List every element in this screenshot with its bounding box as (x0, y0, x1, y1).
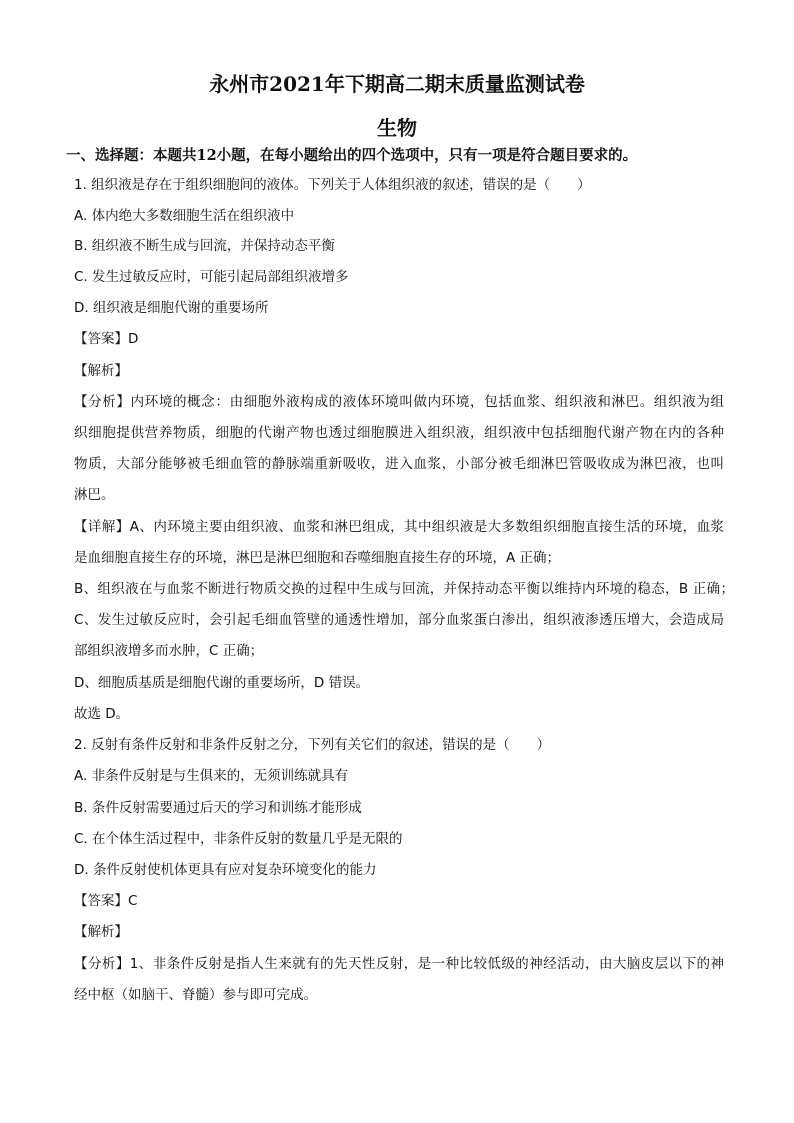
exam-title: 永州市2021年下期高二期末质量监测试卷 (209, 72, 585, 96)
question-2-fenxi-line: 经中枢（如脑干、脊髓）参与即可完成。 (74, 987, 317, 1003)
question-1-option-d: D. 组织液是细胞代谢的重要场所 (74, 300, 269, 316)
question-1-detail-line: B、组织液在与血浆不断进行物质交换的过程中生成与回流，并保持动态平衡以维持内环境的稳态，B 正确； (74, 581, 734, 597)
question-1-option-b: B. 组织液不断生成与回流，并保持动态平衡 (74, 238, 335, 254)
question-1-option-c: C. 发生过敏反应时，可能引起局部组织液增多 (74, 269, 349, 285)
question-1-detail-line: 部组织液增多而水肿，C 正确； (74, 643, 264, 659)
question-1-detail-line: D、细胞质基质是细胞代谢的重要场所，D 错误。 (74, 675, 370, 691)
subject-title: 生物 (377, 116, 417, 140)
question-2-option-c: C. 在个体生活过程中，非条件反射的数量几乎是无限的 (74, 831, 403, 847)
question-2-option-a: A. 非条件反射是与生俱来的，无须训练就具有 (74, 768, 349, 784)
question-1-analysis-label: 【解析】 (74, 363, 128, 379)
question-1-stem: 1. 组织液是存在于组织细胞间的液体。下列关于人体组织液的叙述，错误的是（ ） (74, 177, 591, 193)
question-1-fenxi-line: 淋巴。 (74, 487, 115, 503)
question-1-detail-line: 故选 D。 (74, 706, 130, 722)
question-2-answer: 【答案】C (74, 893, 138, 909)
question-1-detail-line: C、发生过敏反应时，会引起毛细血管壁的通透性增加，部分血浆蛋白渗出，组织液渗透压增大，会造成局 (74, 612, 724, 628)
question-1-detail-line: 【详解】A、内环境主要由组织液、血浆和淋巴组成，其中组织液是大多数组织细胞直接生活的环境，血浆 (74, 519, 724, 535)
question-1-detail-line: 是血细胞直接生存的环境，淋巴是淋巴细胞和吞噬细胞直接生存的环境，A 正确； (74, 550, 561, 566)
question-1-fenxi-line: 织细胞提供营养物质，细胞的代谢产物也透过细胞膜进入组织液，组织液中包括细胞代谢产物在内的各种 (74, 425, 724, 441)
question-2-option-d: D. 条件反射使机体更具有应对复杂环境变化的能力 (74, 862, 377, 878)
section-heading: 一、选择题：本题共12小题，在每小题给出的四个选项中，只有一项是符合题目要求的。 (66, 147, 638, 164)
question-1-answer: 【答案】D (74, 331, 139, 347)
question-2-stem: 2. 反射有条件反射和非条件反射之分，下列有关它们的叙述，错误的是（ ） (74, 737, 551, 753)
question-2-option-b: B. 条件反射需要通过后天的学习和训练才能形成 (74, 800, 362, 816)
question-1-fenxi-line: 物质，大部分能够被毛细血管的静脉端重新吸收，进入血浆，小部分被毛细淋巴管吸收成为淋巴液，也叫 (74, 456, 724, 472)
question-2-analysis-label: 【解析】 (74, 924, 128, 940)
question-1-fenxi-line: 【分析】内环境的概念：由细胞外液构成的液体环境叫做内环境，包括血浆、组织液和淋巴。组织液为组 (74, 394, 724, 410)
question-2-fenxi-line: 【分析】1、非条件反射是指人生来就有的先天性反射，是一种比较低级的神经活动，由大脑皮层以下的神 (74, 956, 724, 972)
question-1-option-a: A. 体内绝大多数细胞生活在组织液中 (74, 208, 295, 224)
